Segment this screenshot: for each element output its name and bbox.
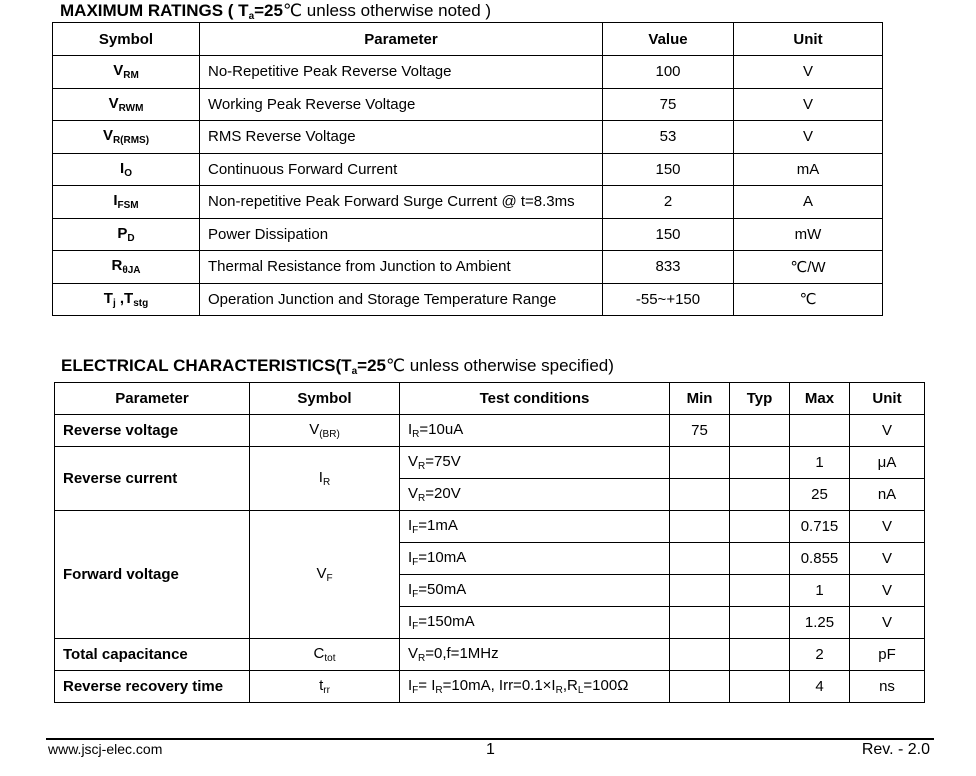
- tc-subscript: R: [435, 685, 443, 696]
- parameter-cell: No-Repetitive Peak Reverse Voltage: [200, 56, 603, 89]
- symbol-subscript: F: [326, 573, 333, 584]
- parameter-cell: Thermal Resistance from Junction to Ambient: [200, 251, 603, 284]
- min-cell: [670, 543, 730, 575]
- tc-subscript: F: [412, 621, 419, 632]
- symbol-text: V: [102, 127, 113, 145]
- parameter-cell: Power Dissipation: [200, 218, 603, 251]
- tc-text: V: [408, 453, 419, 470]
- tc-subscript: R: [418, 461, 426, 472]
- unit-cell: mW: [734, 218, 883, 251]
- test-condition-cell: [400, 639, 670, 671]
- table-row: [55, 671, 925, 703]
- symbol-subscript: RWM: [118, 102, 144, 114]
- symbol-text: I: [318, 469, 323, 486]
- col-header: Parameter: [55, 383, 250, 415]
- tc-subscript: R: [418, 493, 426, 504]
- col-header: Min: [670, 383, 730, 415]
- tc-text: I: [408, 549, 413, 566]
- table-header-row: [53, 23, 883, 56]
- symbol-text: ,T: [115, 289, 134, 307]
- tc-subscript: R: [555, 685, 563, 696]
- tc-text: I: [408, 613, 413, 630]
- unit-cell: pF: [850, 639, 925, 671]
- unit-cell: V: [734, 121, 883, 154]
- symbol-text: V: [309, 421, 320, 438]
- table-row: [53, 121, 883, 154]
- symbol-cell: [250, 639, 400, 671]
- unit-cell: mA: [734, 153, 883, 186]
- symbol-text: I: [120, 159, 125, 177]
- table-row: [53, 56, 883, 89]
- typ-cell: [730, 639, 790, 671]
- tc-text: =10mA, Irr=0.1×I: [442, 677, 556, 694]
- typ-cell: [730, 447, 790, 479]
- symbol-cell: [53, 186, 200, 219]
- col-header: Typ: [730, 383, 790, 415]
- table-row: [53, 186, 883, 219]
- symbol-subscript: D: [127, 232, 135, 244]
- footer-website: www.jscj-elec.com: [48, 741, 163, 757]
- unit-cell: ℃/W: [734, 251, 883, 284]
- symbol-cell: [53, 251, 200, 284]
- symbol-text: V: [113, 62, 124, 80]
- col-header: Unit: [734, 23, 883, 56]
- tc-text: =50mA: [418, 581, 467, 598]
- tc-text: =150mA: [418, 613, 475, 630]
- value-cell: 833: [603, 251, 734, 284]
- symbol-text: R: [111, 257, 123, 275]
- symbol-text: t: [319, 677, 324, 694]
- parameter-cell: Reverse recovery time: [55, 671, 250, 703]
- min-cell: 75: [670, 415, 730, 447]
- min-cell: [670, 671, 730, 703]
- symbol-text: P: [117, 224, 128, 242]
- max-ratings-table: [52, 22, 883, 316]
- typ-cell: [730, 511, 790, 543]
- value-cell: -55~+150: [603, 283, 734, 316]
- value-cell: 75: [603, 88, 734, 121]
- table-row: [53, 88, 883, 121]
- max-cell: 0.855: [790, 543, 850, 575]
- col-header: Unit: [850, 383, 925, 415]
- max-cell: 0.715: [790, 511, 850, 543]
- test-condition-cell: [400, 447, 670, 479]
- tc-text: =1mA: [418, 517, 458, 534]
- parameter-cell: Forward voltage: [55, 511, 250, 639]
- min-cell: [670, 511, 730, 543]
- test-condition-cell: [400, 607, 670, 639]
- footer-revision: Rev. - 2.0: [861, 741, 930, 758]
- col-header: Symbol: [53, 23, 200, 56]
- tc-text: =75V: [425, 453, 461, 470]
- table-row: [53, 218, 883, 251]
- test-condition-cell: [400, 575, 670, 607]
- symbol-text: C: [313, 645, 325, 662]
- tc-text: =20V: [425, 485, 461, 502]
- test-condition-cell: [400, 671, 670, 703]
- col-header: Symbol: [250, 383, 400, 415]
- unit-cell: μA: [850, 447, 925, 479]
- min-cell: [670, 575, 730, 607]
- value-cell: 2: [603, 186, 734, 219]
- elec-char-title: ELECTRICAL $CHARACTERISTICS(T_a=25℃$ unless otherwise specified): [61, 356, 614, 377]
- tc-text: I: [408, 517, 413, 534]
- min-cell: [670, 639, 730, 671]
- symbol-subscript: (BR): [319, 429, 340, 440]
- tc-text: V: [408, 485, 419, 502]
- symbol-cell: [250, 447, 400, 511]
- symbol-cell: [53, 283, 200, 316]
- symbol-cell: [250, 415, 400, 447]
- tc-text: =0,f=1MHz: [425, 645, 499, 662]
- unit-cell: V: [850, 415, 925, 447]
- parameter-cell: RMS Reverse Voltage: [200, 121, 603, 154]
- min-cell: [670, 479, 730, 511]
- max-ratings-title: MAXIMUM RATINGS ( $T_a=25℃$ unless otherwise noted ): [60, 1, 492, 22]
- symbol-text: I: [113, 192, 118, 210]
- unit-cell: ns: [850, 671, 925, 703]
- tc-text: = I: [418, 677, 436, 694]
- value-cell: 53: [603, 121, 734, 154]
- parameter-cell: Operation Junction and Storage Temperature Range: [200, 283, 603, 316]
- col-header: Value: [603, 23, 734, 56]
- typ-cell: [730, 607, 790, 639]
- table-row: [55, 511, 925, 543]
- unit-cell: A: [734, 186, 883, 219]
- elec-char-table: [54, 382, 925, 703]
- symbol-cell: [53, 121, 200, 154]
- parameter-cell: Reverse current: [55, 447, 250, 511]
- tc-text: ,R: [562, 677, 578, 694]
- table-row: [55, 447, 925, 479]
- value-cell: 150: [603, 218, 734, 251]
- symbol-cell: [53, 218, 200, 251]
- symbol-subscript: θJA: [122, 265, 141, 277]
- unit-cell: nA: [850, 479, 925, 511]
- unit-cell: V: [850, 607, 925, 639]
- typ-cell: [730, 671, 790, 703]
- tc-subscript: L: [577, 685, 584, 696]
- symbol-subscript: R(RMS): [112, 135, 150, 147]
- symbol-subscript: R: [322, 477, 331, 488]
- max-cell: [790, 415, 850, 447]
- tc-subscript: F: [412, 557, 419, 568]
- tc-text: =100Ω: [583, 677, 629, 694]
- table-row: [53, 153, 883, 186]
- unit-cell: ℃: [734, 283, 883, 316]
- test-condition-cell: [400, 511, 670, 543]
- symbol-subscript: tot: [324, 653, 336, 664]
- max-cell: 1: [790, 447, 850, 479]
- tc-subscript: F: [412, 525, 419, 536]
- symbol-subscript: O: [124, 167, 132, 179]
- col-header: Test conditions: [400, 383, 670, 415]
- tc-text: I: [408, 677, 413, 694]
- table-row: [55, 639, 925, 671]
- parameter-cell: Total capacitance: [55, 639, 250, 671]
- tc-text: I: [408, 581, 413, 598]
- test-condition-cell: [400, 479, 670, 511]
- parameter-cell: Working Peak Reverse Voltage: [200, 88, 603, 121]
- value-cell: 100: [603, 56, 734, 89]
- symbol-cell: [250, 511, 400, 639]
- tc-text: =10uA: [419, 421, 464, 438]
- max-cell: 2: [790, 639, 850, 671]
- unit-cell: V: [850, 543, 925, 575]
- tc-subscript: R: [418, 653, 426, 664]
- parameter-cell: Reverse voltage: [55, 415, 250, 447]
- max-cell: 1.25: [790, 607, 850, 639]
- table-row: [55, 415, 925, 447]
- symbol-subscript: FSM: [117, 200, 139, 212]
- table-row: [53, 283, 883, 316]
- unit-cell: V: [850, 575, 925, 607]
- symbol-text: V: [108, 94, 119, 112]
- symbol-cell: [250, 671, 400, 703]
- symbol-cell: [53, 153, 200, 186]
- table-row: [53, 251, 883, 284]
- symbol-subscript: j: [112, 297, 116, 309]
- min-cell: [670, 607, 730, 639]
- symbol-subscript: stg: [133, 297, 149, 309]
- symbol-text: T: [103, 289, 113, 307]
- unit-cell: V: [734, 56, 883, 89]
- symbol-subscript: RM: [123, 70, 139, 82]
- tc-text: V: [408, 645, 419, 662]
- symbol-cell: [53, 88, 200, 121]
- parameter-cell: Non-repetitive Peak Forward Surge Current @ t=8.3ms: [200, 186, 603, 219]
- tc-text: =10mA: [418, 549, 467, 566]
- tc-subscript: F: [412, 685, 419, 696]
- test-condition-cell: [400, 415, 670, 447]
- min-cell: [670, 447, 730, 479]
- unit-cell: V: [734, 88, 883, 121]
- symbol-cell: [53, 56, 200, 89]
- tc-subscript: F: [412, 589, 419, 600]
- symbol-subscript: rr: [323, 685, 330, 696]
- max-cell: 4: [790, 671, 850, 703]
- parameter-cell: Continuous Forward Current: [200, 153, 603, 186]
- typ-cell: [730, 415, 790, 447]
- typ-cell: [730, 479, 790, 511]
- value-cell: 150: [603, 153, 734, 186]
- unit-cell: V: [850, 511, 925, 543]
- footer-rule: [46, 738, 934, 740]
- typ-cell: [730, 575, 790, 607]
- footer-page-number: 1: [486, 741, 495, 758]
- max-cell: 25: [790, 479, 850, 511]
- tc-text: I: [408, 421, 413, 438]
- table-header-row: [55, 383, 925, 415]
- tc-subscript: R: [412, 429, 420, 440]
- test-condition-cell: [400, 543, 670, 575]
- typ-cell: [730, 543, 790, 575]
- col-header: Parameter: [200, 23, 603, 56]
- max-cell: 1: [790, 575, 850, 607]
- symbol-text: V: [316, 565, 327, 582]
- col-header: Max: [790, 383, 850, 415]
